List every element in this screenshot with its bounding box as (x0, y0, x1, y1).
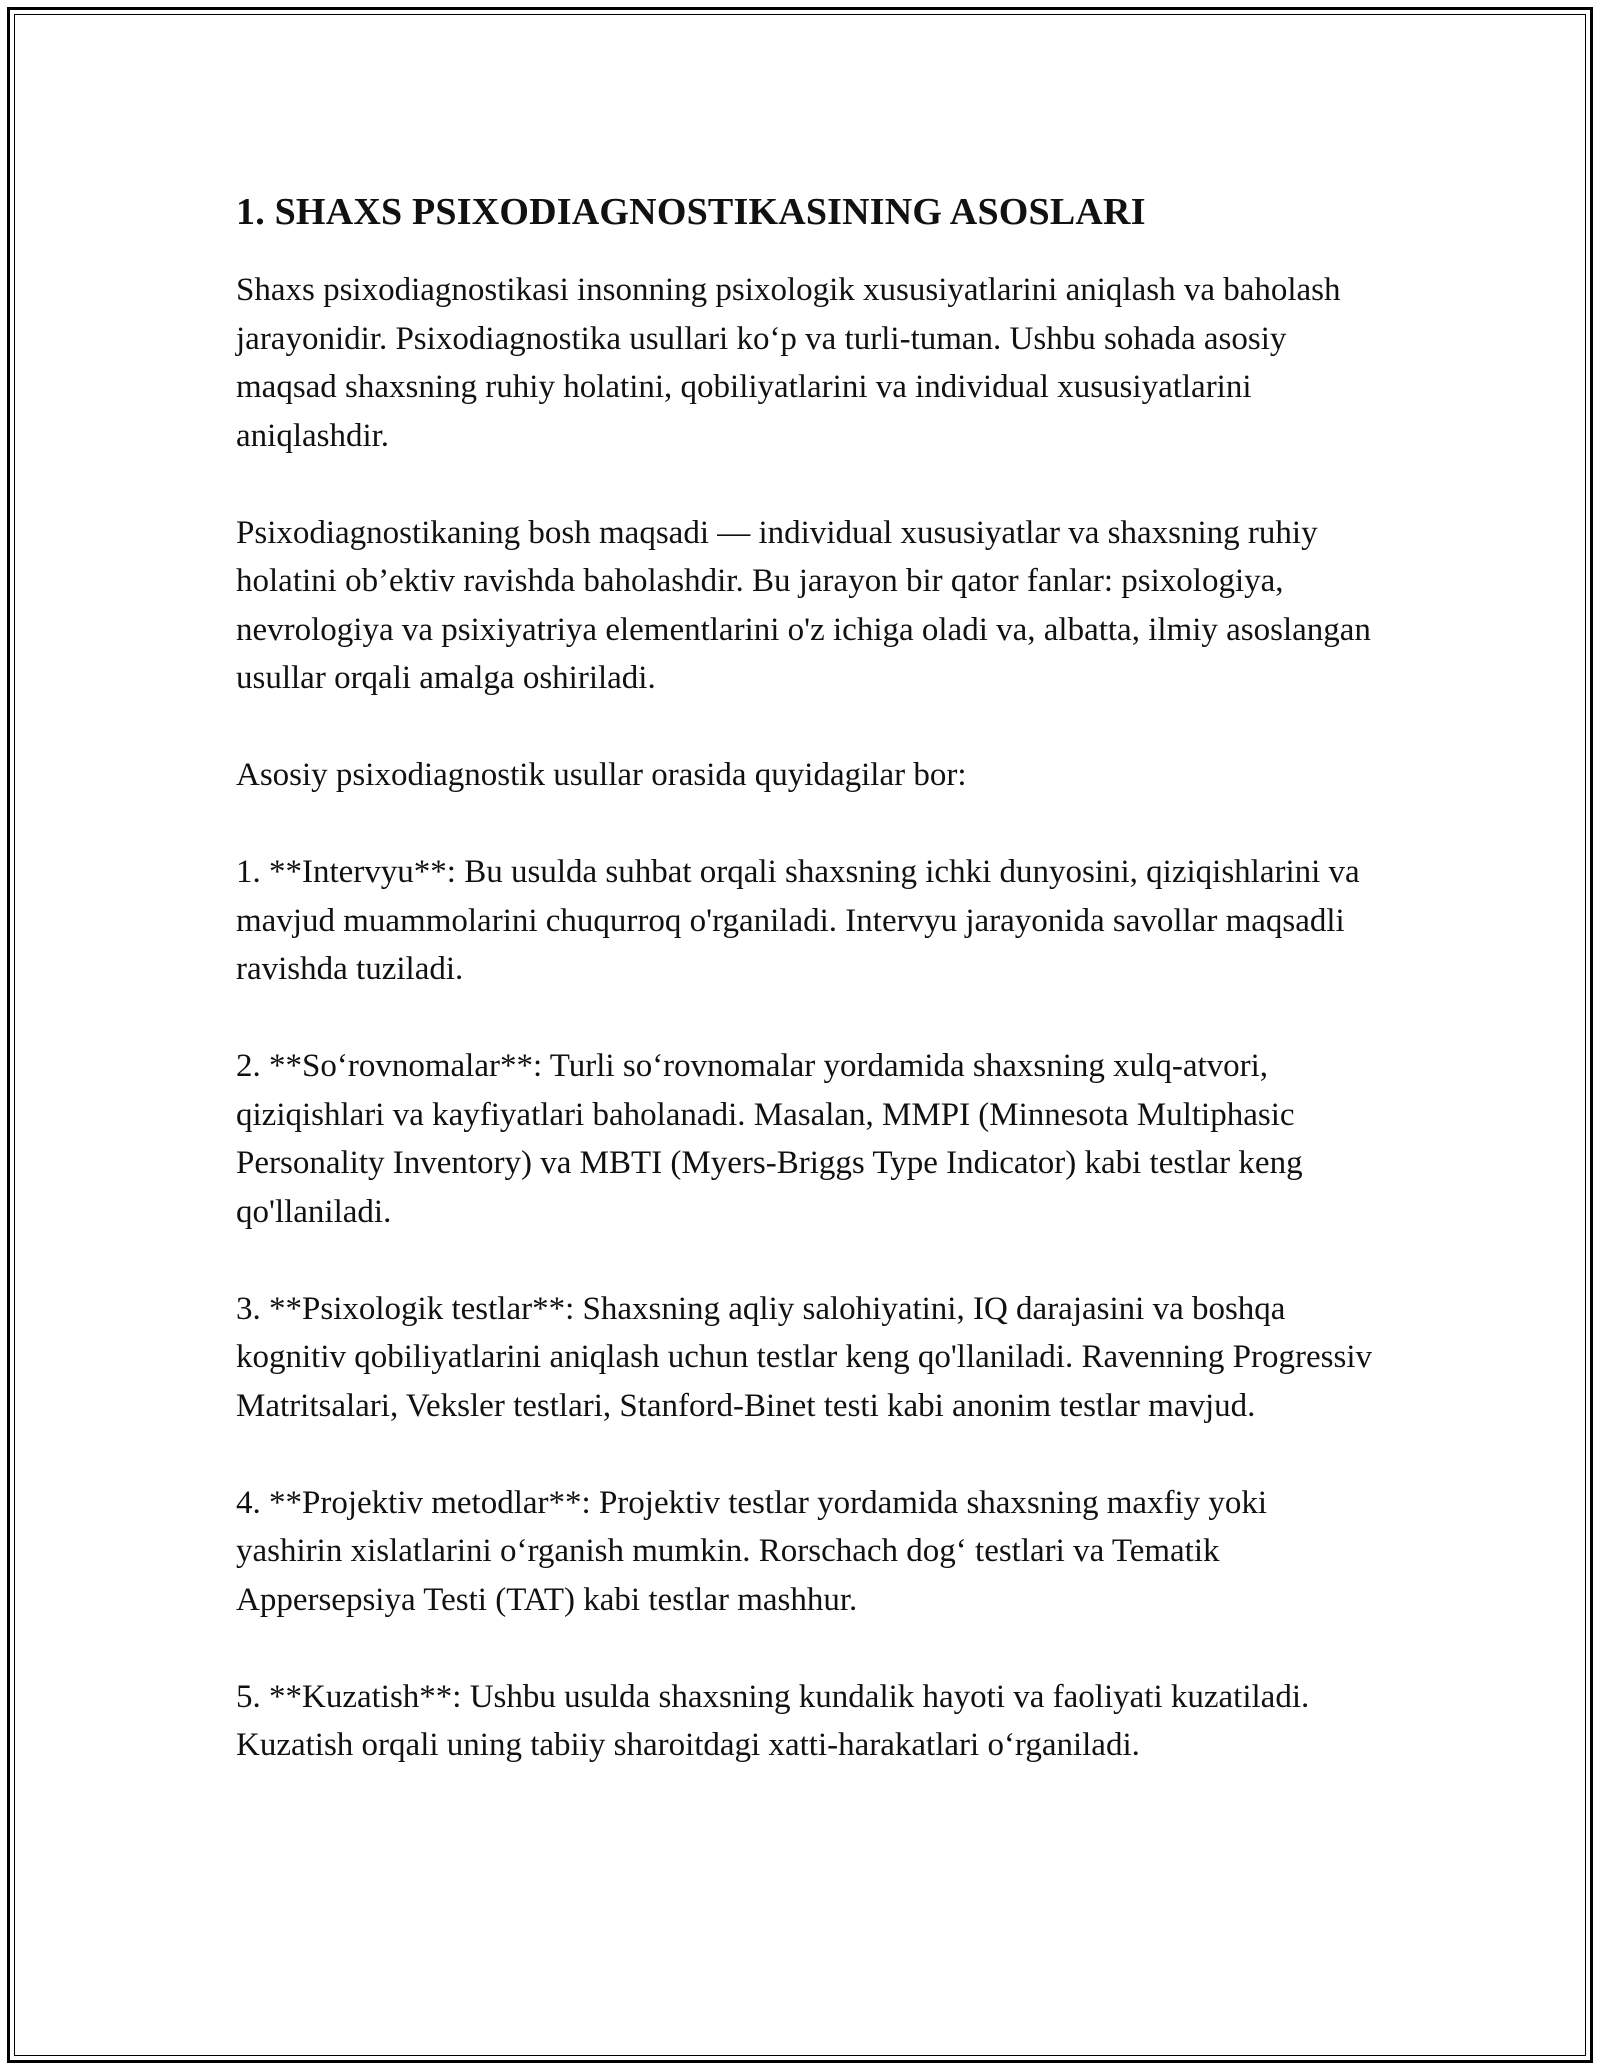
paragraph-methods-intro: Asosiy psixodiagnostik usullar orasida quyidagilar bor: (236, 757, 967, 793)
list-item-interview: 1. **Intervyu**: Bu usulda suhbat orqali shaxsning ichki dunyosini, qiziqishlarini va mavjud muammolarini chuqurroq o'rganiladi. Intervyu jarayonida savollar maqsadli ravishda tuziladi. (236, 854, 1360, 987)
list-item-questionnaires: 2. **So‘rovnomalar**: Turli so‘rovnomalar yordamida shaxsning xulq-atvori, qiziqishlari va kayfiyatlari baholanadi. Masalan, MMPI (Minnesota Multiphasic Personality Inventory) va MBTI (Myers-Briggs Type Indicator) kabi testlar keng qo'llaniladi. (236, 1048, 1303, 1230)
paragraph-intro: Shaxs psixodiagnostikasi insonning psixologik xususiyatlarini aniqlash va baholash jarayonidir. Psixodiagnostika usullari ko‘p va turli-tuman. Ushbu sohada asosiy maqsad shaxsning ruhiy holatini, qobiliyatlarini va individual xususiyatlarini aniqlashdir. (236, 272, 1341, 454)
document-title: 1. SHAXS PSIXODIAGNOSTIKASINING ASOSLARI (236, 191, 1146, 233)
list-item-observation: 5. **Kuzatish**: Ushbu usulda shaxsning kundalik hayoti va faoliyati kuzatiladi. Kuzatish orqali uning tabiiy sharoitdagi xatti-harakatlari o‘rganiladi. (236, 1678, 1310, 1763)
list-item-projective-methods: 4. **Projektiv metodlar**: Projektiv testlar yordamida shaxsning maxfiy yoki yashirin xislatlarini o‘rganish mumkin. Rorschach dog‘ testlari va Tematik Appersepsiya Testi (TAT) kabi testlar mashhur. (236, 1484, 1268, 1618)
document-body (236, 186, 1376, 1818)
list-item-psychological-tests: 3. **Psixologik testlar**: Shaxsning aqliy salohiyatini, IQ darajasini va boshqa kognitiv qobiliyatlarini aniqlash uchun testlar keng qo'llaniladi. Ravenning Progressiv Matritsalari, Veksler testlari, Stanford-Binet testi kabi anonim testlar mavjud. (236, 1290, 1373, 1424)
paragraph-goal: Psixodiagnostikaning bosh maqsadi — individual xususiyatlar va shaxsning ruhiy holatini ob’ektiv ravishda baholashdir. Bu jarayon bir qator fanlar: psixologiya, nevrologiya va psixiyatriya elementlarini o'z ichiga oladi va, albatta, ilmiy asoslangan usullar orqali amalga oshiriladi. (236, 514, 1371, 696)
